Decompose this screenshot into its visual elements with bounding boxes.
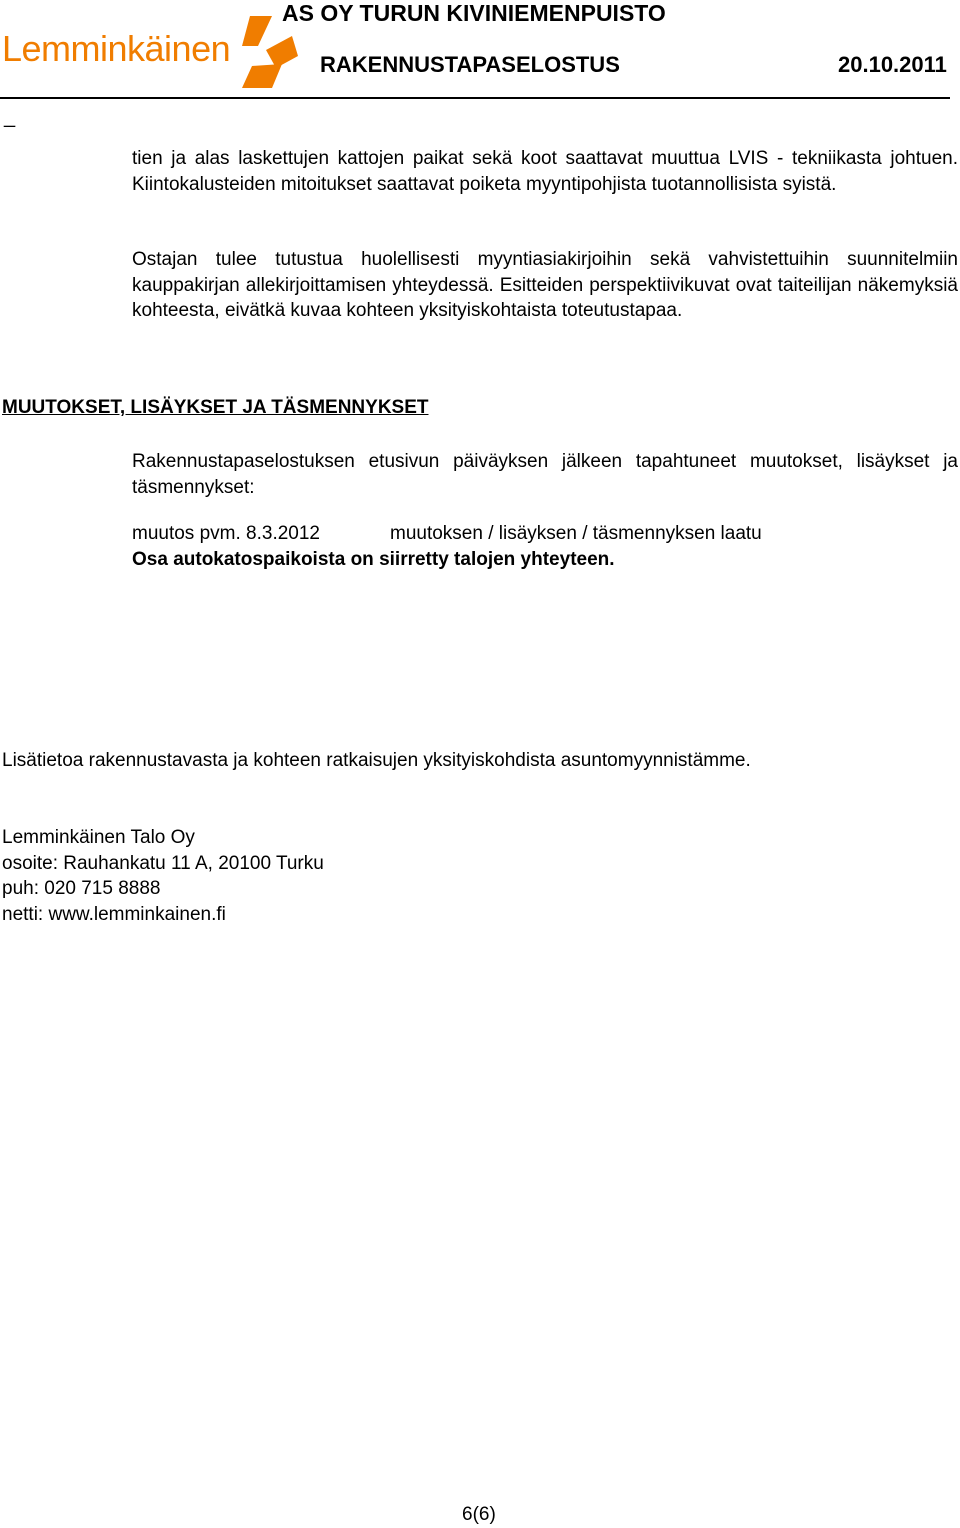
more-info-text: Lisätietoa rakennustavasta ja kohteen ratkaisujen yksityiskohdista asuntomyynnistämme. [2,750,751,771]
underscore-mark: _ [4,106,16,128]
paragraph-lvis: tien ja alas laskettujen kattojen paikat sekä koot saattavat muuttua LVIS - tekniikasta johtuen. Kiintokalusteiden mitoitukset saattavat poiketa myyntipohjista tuotannollisista syistä. [132,148,958,195]
page-number: 6(6) [462,1504,496,1525]
document-date: 20.10.2011 [838,52,947,77]
paragraph-changes-intro: Rakennustapaselostuksen etusivun päiväyksen jälkeen tapahtuneet muutokset, lisäykset ja täsmennykset: [132,451,958,498]
document-subtitle: RAKENNUSTAPASELOSTUS [320,52,620,77]
document-title: AS OY TURUN KIVINIEMENPUISTO [282,0,666,26]
change-type-label: muutoksen / lisäyksen / täsmennyksen laatu [390,523,762,544]
company-logo [2,16,300,88]
header-divider [0,97,950,99]
contact-company: Lemminkäinen Talo Oy [2,827,195,848]
paragraph-buyer-notice: Ostajan tulee tutustua huolellisesti myyntiasiakirjoihin sekä vahvistettuihin suunnitelmiin kauppakirjan allekirjoittamisen yhteydessä. Esitteiden perspektiivikuvat ovat taiteilijan näkemyksiä kohteesta, eivätkä kuvaa kohteen yksityiskohtaista toteutustapaa. [132,249,958,321]
logo-text: Lemminkäinen [2,28,231,69]
change-description: Osa autokatospaikoista on siirretty talojen yhteyteen. [132,549,615,570]
contact-block [2,825,324,927]
contact-address: osoite: Rauhankatu 11 A, 20100 Turku [2,852,324,874]
change-date: muutos pvm. 8.3.2012 [132,523,320,544]
contact-web: netti: www.lemminkainen.fi [2,903,226,925]
section-heading-changes: MUUTOKSET, LISÄYKSET JA TÄSMENNYKSET [2,397,429,418]
contact-phone: puh: 020 715 8888 [2,878,161,899]
